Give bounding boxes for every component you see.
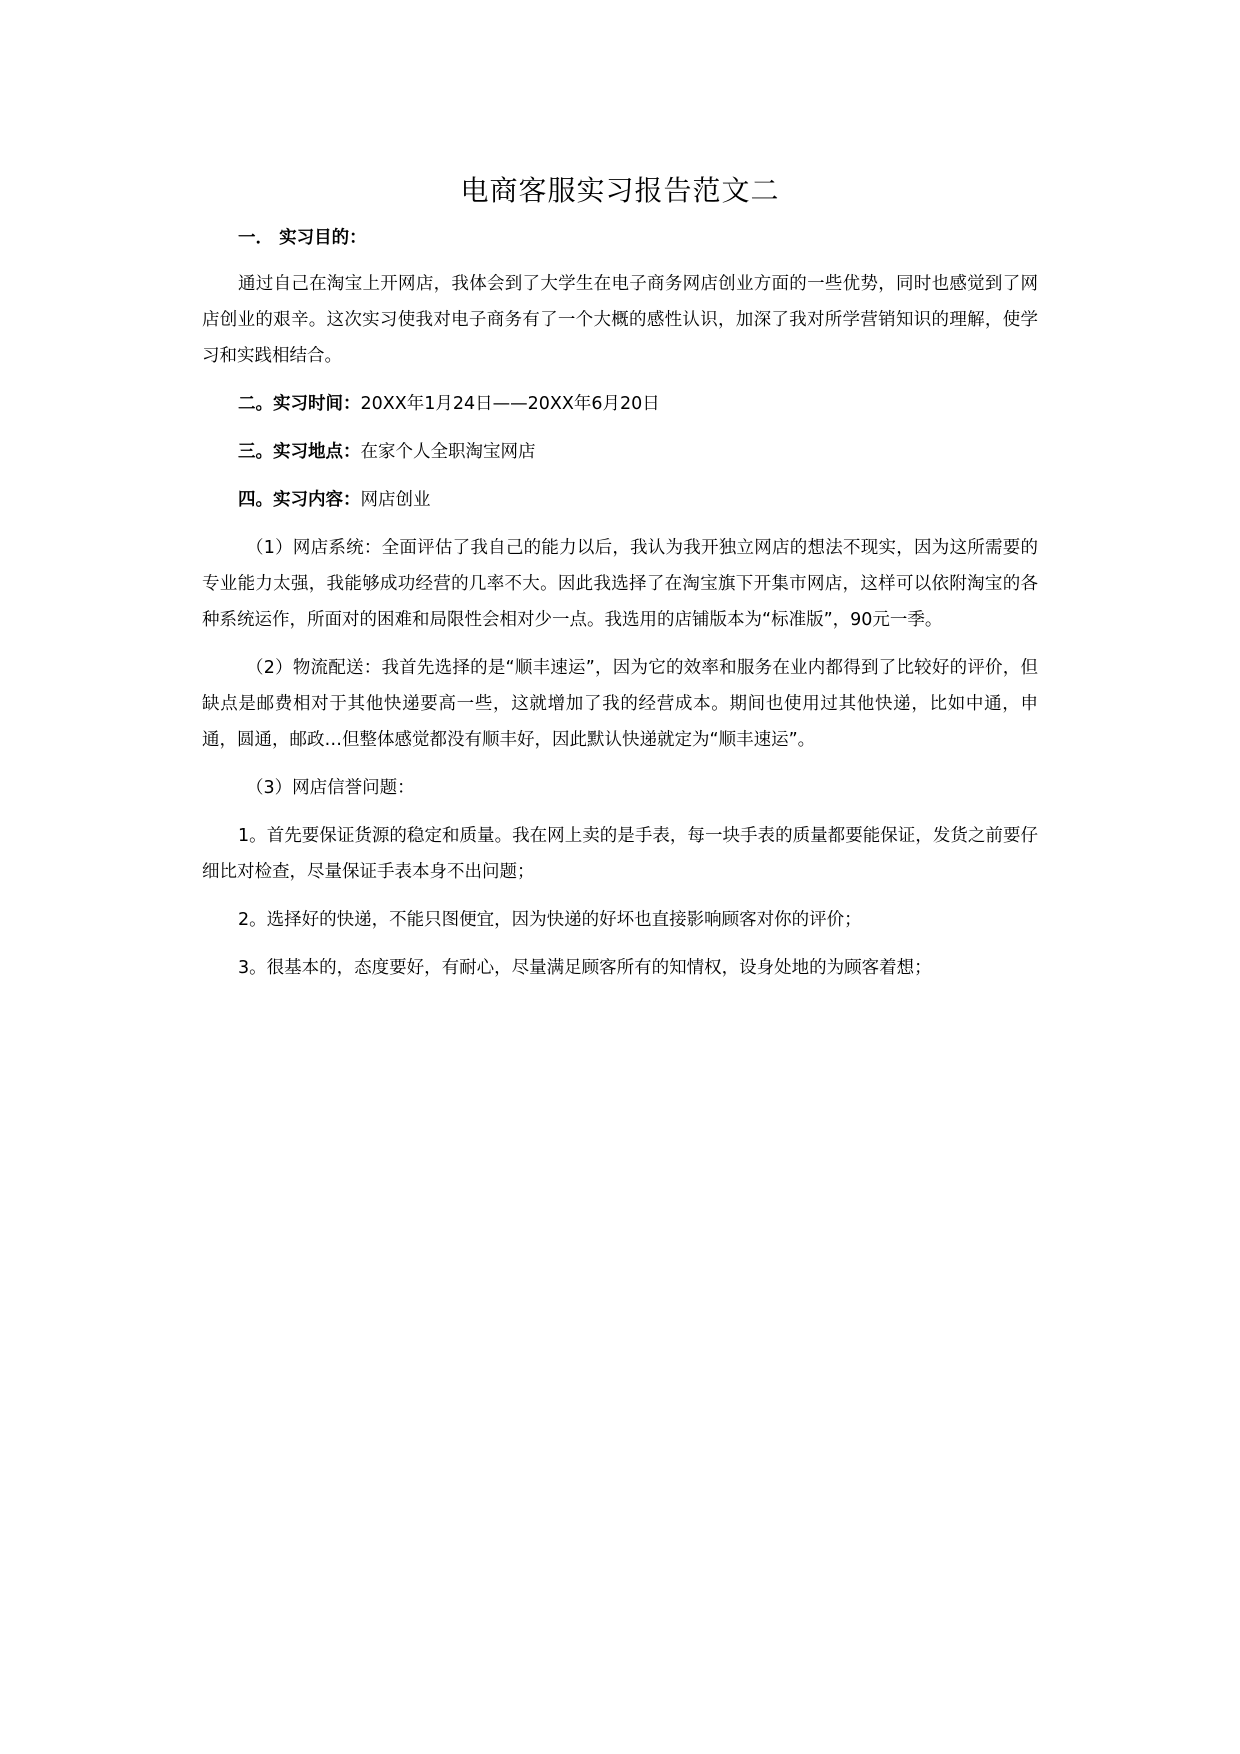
document-title: 电商客服实习报告范文二 — [460, 174, 780, 207]
point-attitude: 3。很基本的，态度要好，有耐心，尽量满足顾客所有的知情权，设身处地的为顾客着想； — [238, 958, 932, 978]
item-store-system: （1）网店系统：全面评估了我自己的能力以后，我认为我开独立网店的想法不现实，因为这所需要的专业能力太强，我能够成功经营的几率不大。因此我选择了在淘宝旗下开集市网店，这样可以依附淘宝的各种系统运作，所面对的困难和局限性会相对少一点。我选用的店铺版本为“标准版”，90元一季。 — [202, 538, 1038, 630]
section-label-content: 四。实习内容： — [238, 490, 361, 510]
document-body — [202, 170, 1038, 998]
point-quality: 1。首先要保证货源的稳定和质量。我在网上卖的是手表，每一块手表的质量都要能保证，发货之前要仔细比对检查，尽量保证手表本身不出问题； — [202, 826, 1038, 882]
section-heading-location — [202, 434, 1038, 470]
section-label-purpose: 一． 实习目的： — [238, 228, 367, 248]
point-courier: 2。选择好的快递，不能只图便宜，因为快递的好坏也直接影响顾客对你的评价； — [238, 910, 862, 930]
purpose-paragraph: 通过自己在淘宝上开网店，我体会到了大学生在电子商务网店创业方面的一些优势，同时也感觉到了网店创业的艰辛。这次实习使我对电子商务有了一个大概的感性认识，加深了我对所学营销知识的理解，使学习和实践相结合。 — [202, 274, 1038, 366]
section-value-content: 网店创业 — [360, 490, 431, 510]
item-reputation: （3）网店信誉问题： — [246, 778, 415, 798]
section-heading-purpose — [202, 220, 1038, 256]
section-value-time: 20XX年1月24日——20XX年6月20日 — [360, 394, 660, 414]
item-logistics: （2）物流配送：我首先选择的是“顺丰速运”，因为它的效率和服务在业内都得到了比较好的评价，但缺点是邮费相对于其他快递要高一些，这就增加了我的经营成本。期间也使用过其他快递，比如中通，申通，圆通，邮政…但整体感觉都没有顺丰好，因此默认快递就定为“顺丰速运”。 — [202, 658, 1038, 750]
section-value-location: 在家个人全职淘宝网店 — [360, 442, 536, 462]
section-heading-time — [202, 386, 1038, 422]
section-label-time: 二。实习时间： — [238, 394, 361, 414]
section-heading-content — [202, 482, 1038, 518]
section-label-location: 三。实习地点： — [238, 442, 361, 462]
